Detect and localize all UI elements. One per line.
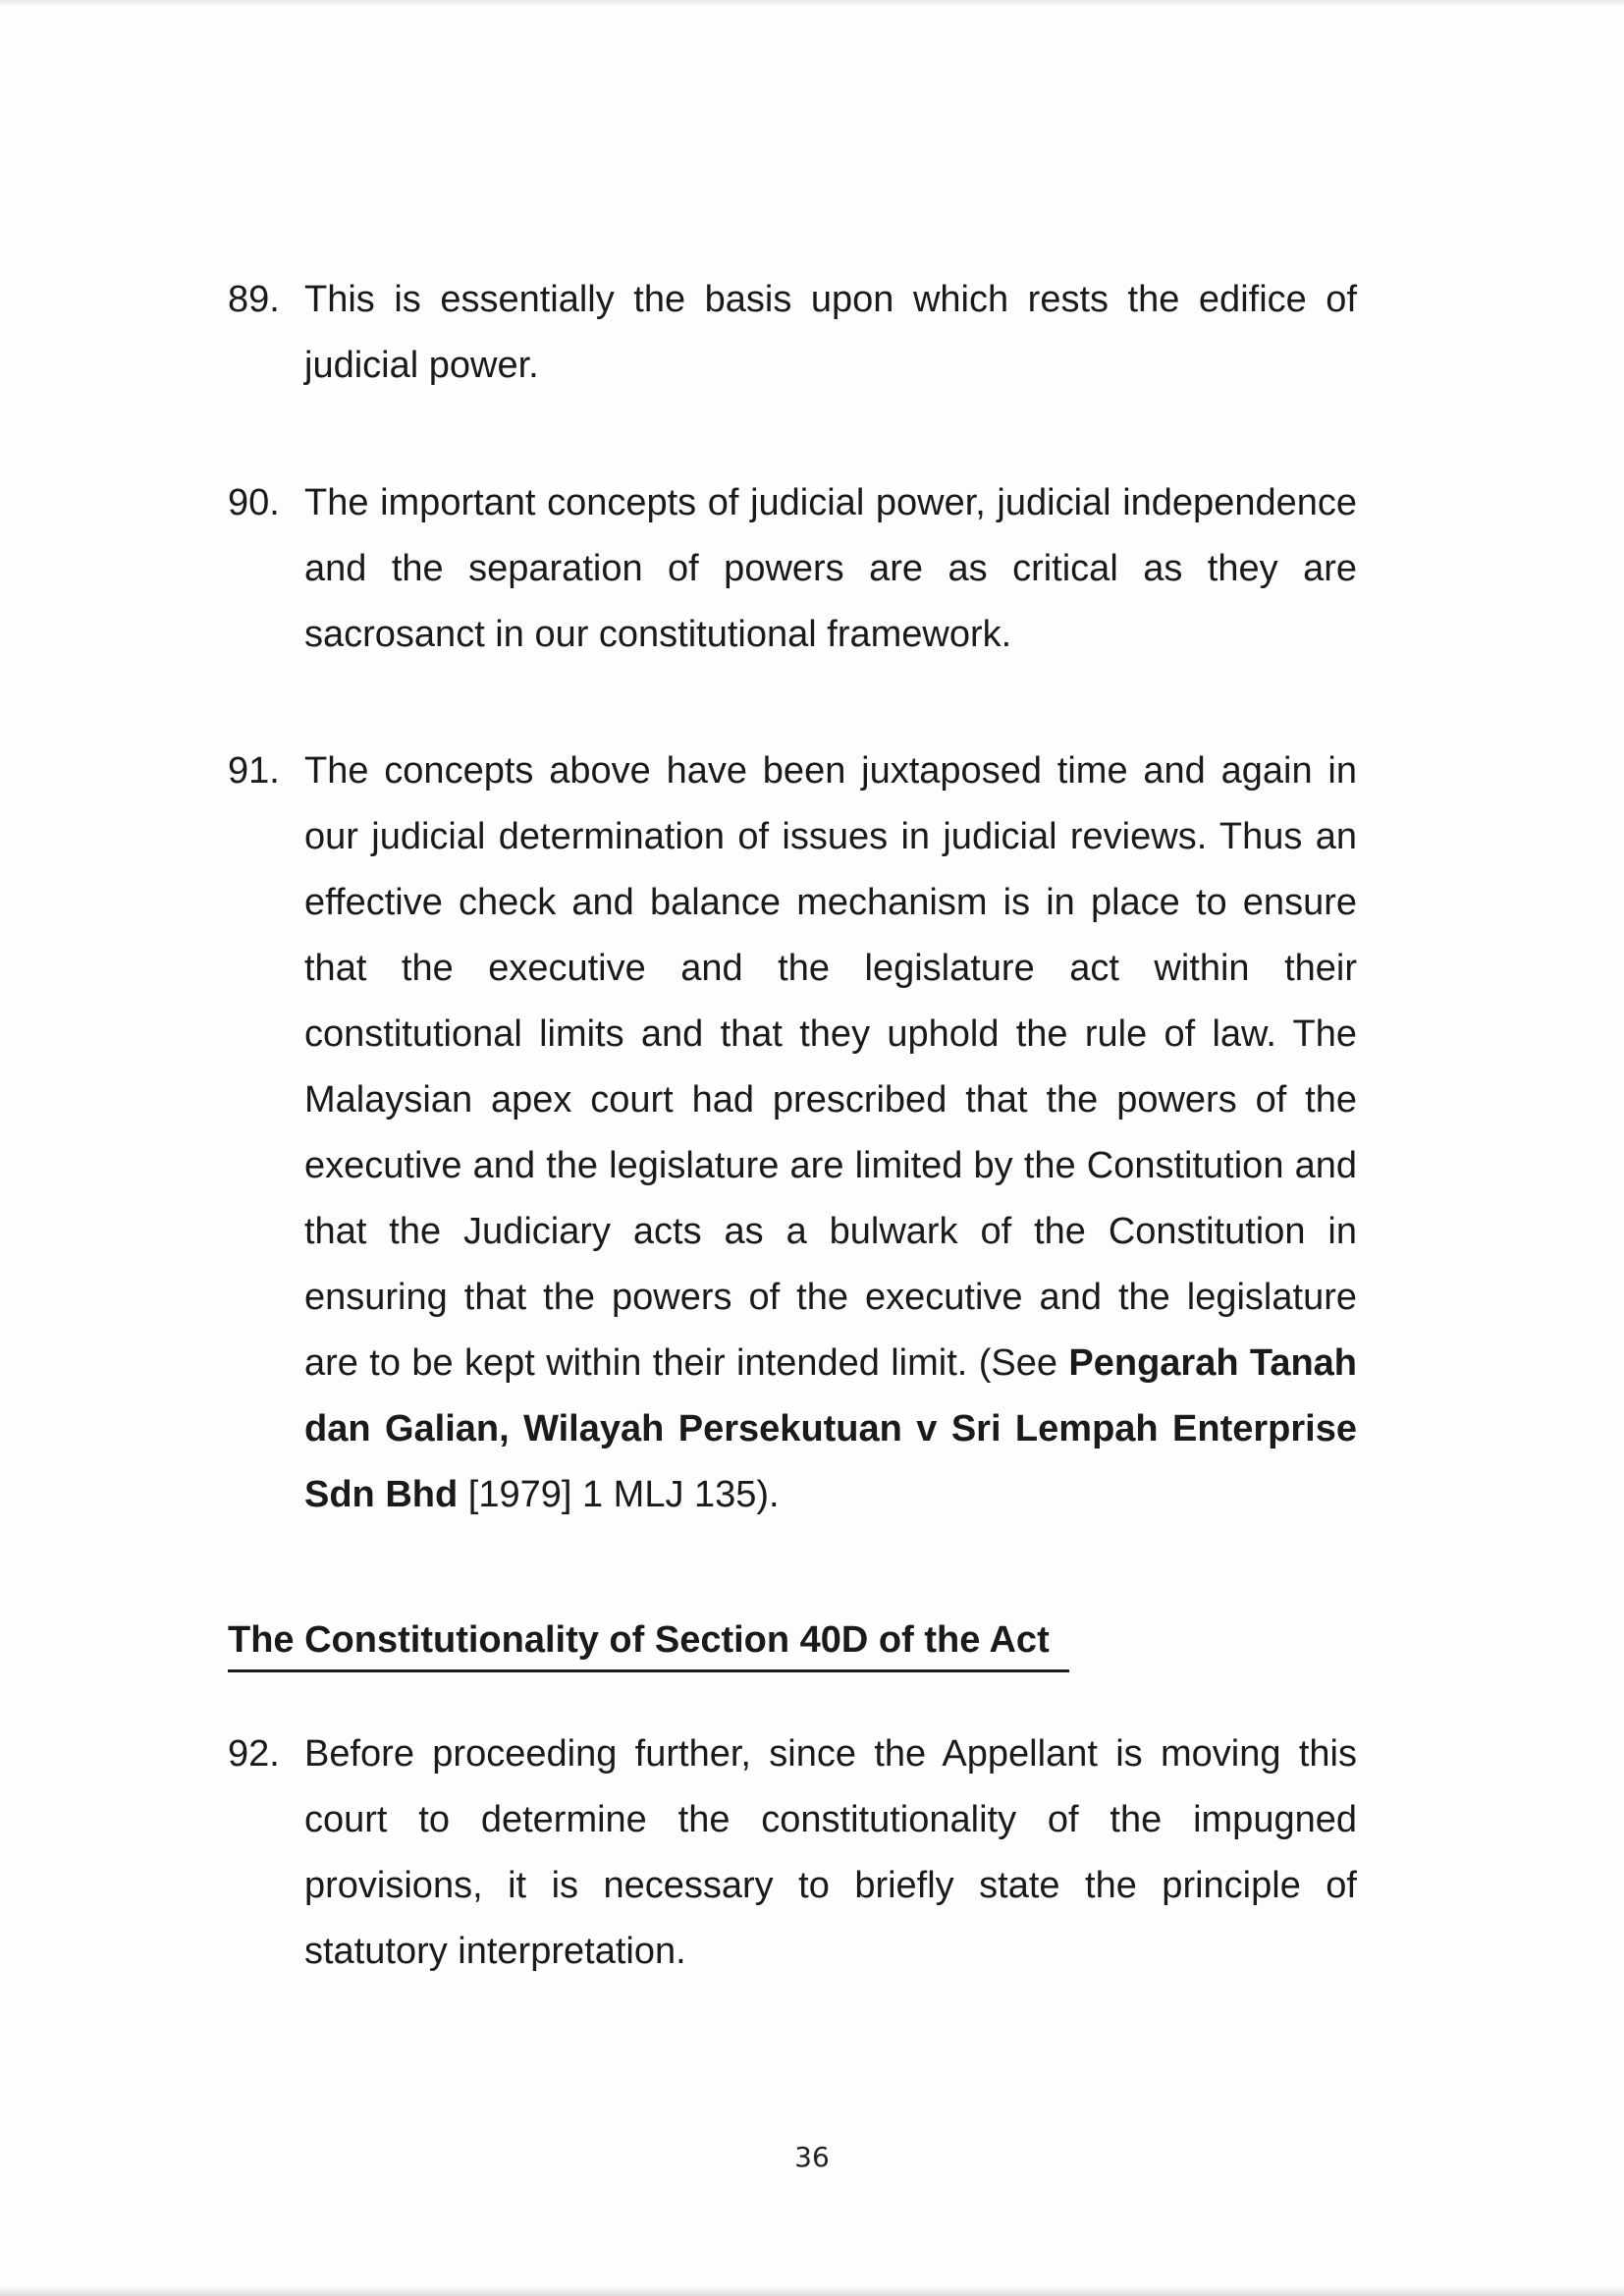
paragraph-text: The important concepts of judicial power, judicial independence and the separation of powers are as critical as they are sacrosanct in our constitutional framework. xyxy=(304,482,1357,655)
paragraph-91 xyxy=(228,738,1357,1528)
scan-edge-bottom xyxy=(0,2286,1624,2296)
paragraph-text: Before proceeding further, since the Appellant is moving this court to determine the constitutionality of the impugned provisions, it is necessary to briefly state the principle of statutory interpretation. xyxy=(304,1733,1357,1972)
paragraph-text xyxy=(304,738,1357,1528)
paragraph-text: This is essentially the basis upon which rests the edifice of judicial power. xyxy=(304,279,1357,386)
paragraph-number: 91. xyxy=(228,750,280,792)
paragraph-number: 92. xyxy=(228,1733,280,1775)
section-heading: The Constitutionality of Section 40D of the Act xyxy=(228,1611,1069,1672)
paragraph-92 xyxy=(228,1722,1357,1985)
case-citation-name: Pengarah Tanah dan Galian, Wilayah Persekutuan v Sri Lempah Enterprise Sdn Bhd xyxy=(304,1342,1358,1515)
paragraph-text-before: The concepts above have been juxtaposed time and again in our judicial determination of issues in judicial reviews. Thus an effective check and balance mechanism is in place to ensure that the executive and the legislature act within their constitutional limits and that they uphold the rule of law. The Malaysian apex court had prescribed that the powers of the executive and the legislature are limited by the Constitution and that the Judiciary acts as a bulwark of the Constitution in ensuring that the powers of the executive and the legislature are to be kept within their intended limit. (See xyxy=(304,750,1357,1384)
paragraph-number: 90. xyxy=(228,482,280,523)
paragraph-number: 89. xyxy=(228,279,280,320)
paragraph-text-after: [1979] 1 MLJ 135). xyxy=(458,1474,780,1515)
paragraph-89 xyxy=(228,267,1357,399)
paragraph-90 xyxy=(228,470,1357,668)
scan-edge-top xyxy=(0,0,1624,6)
page-number: 36 xyxy=(794,2141,830,2173)
